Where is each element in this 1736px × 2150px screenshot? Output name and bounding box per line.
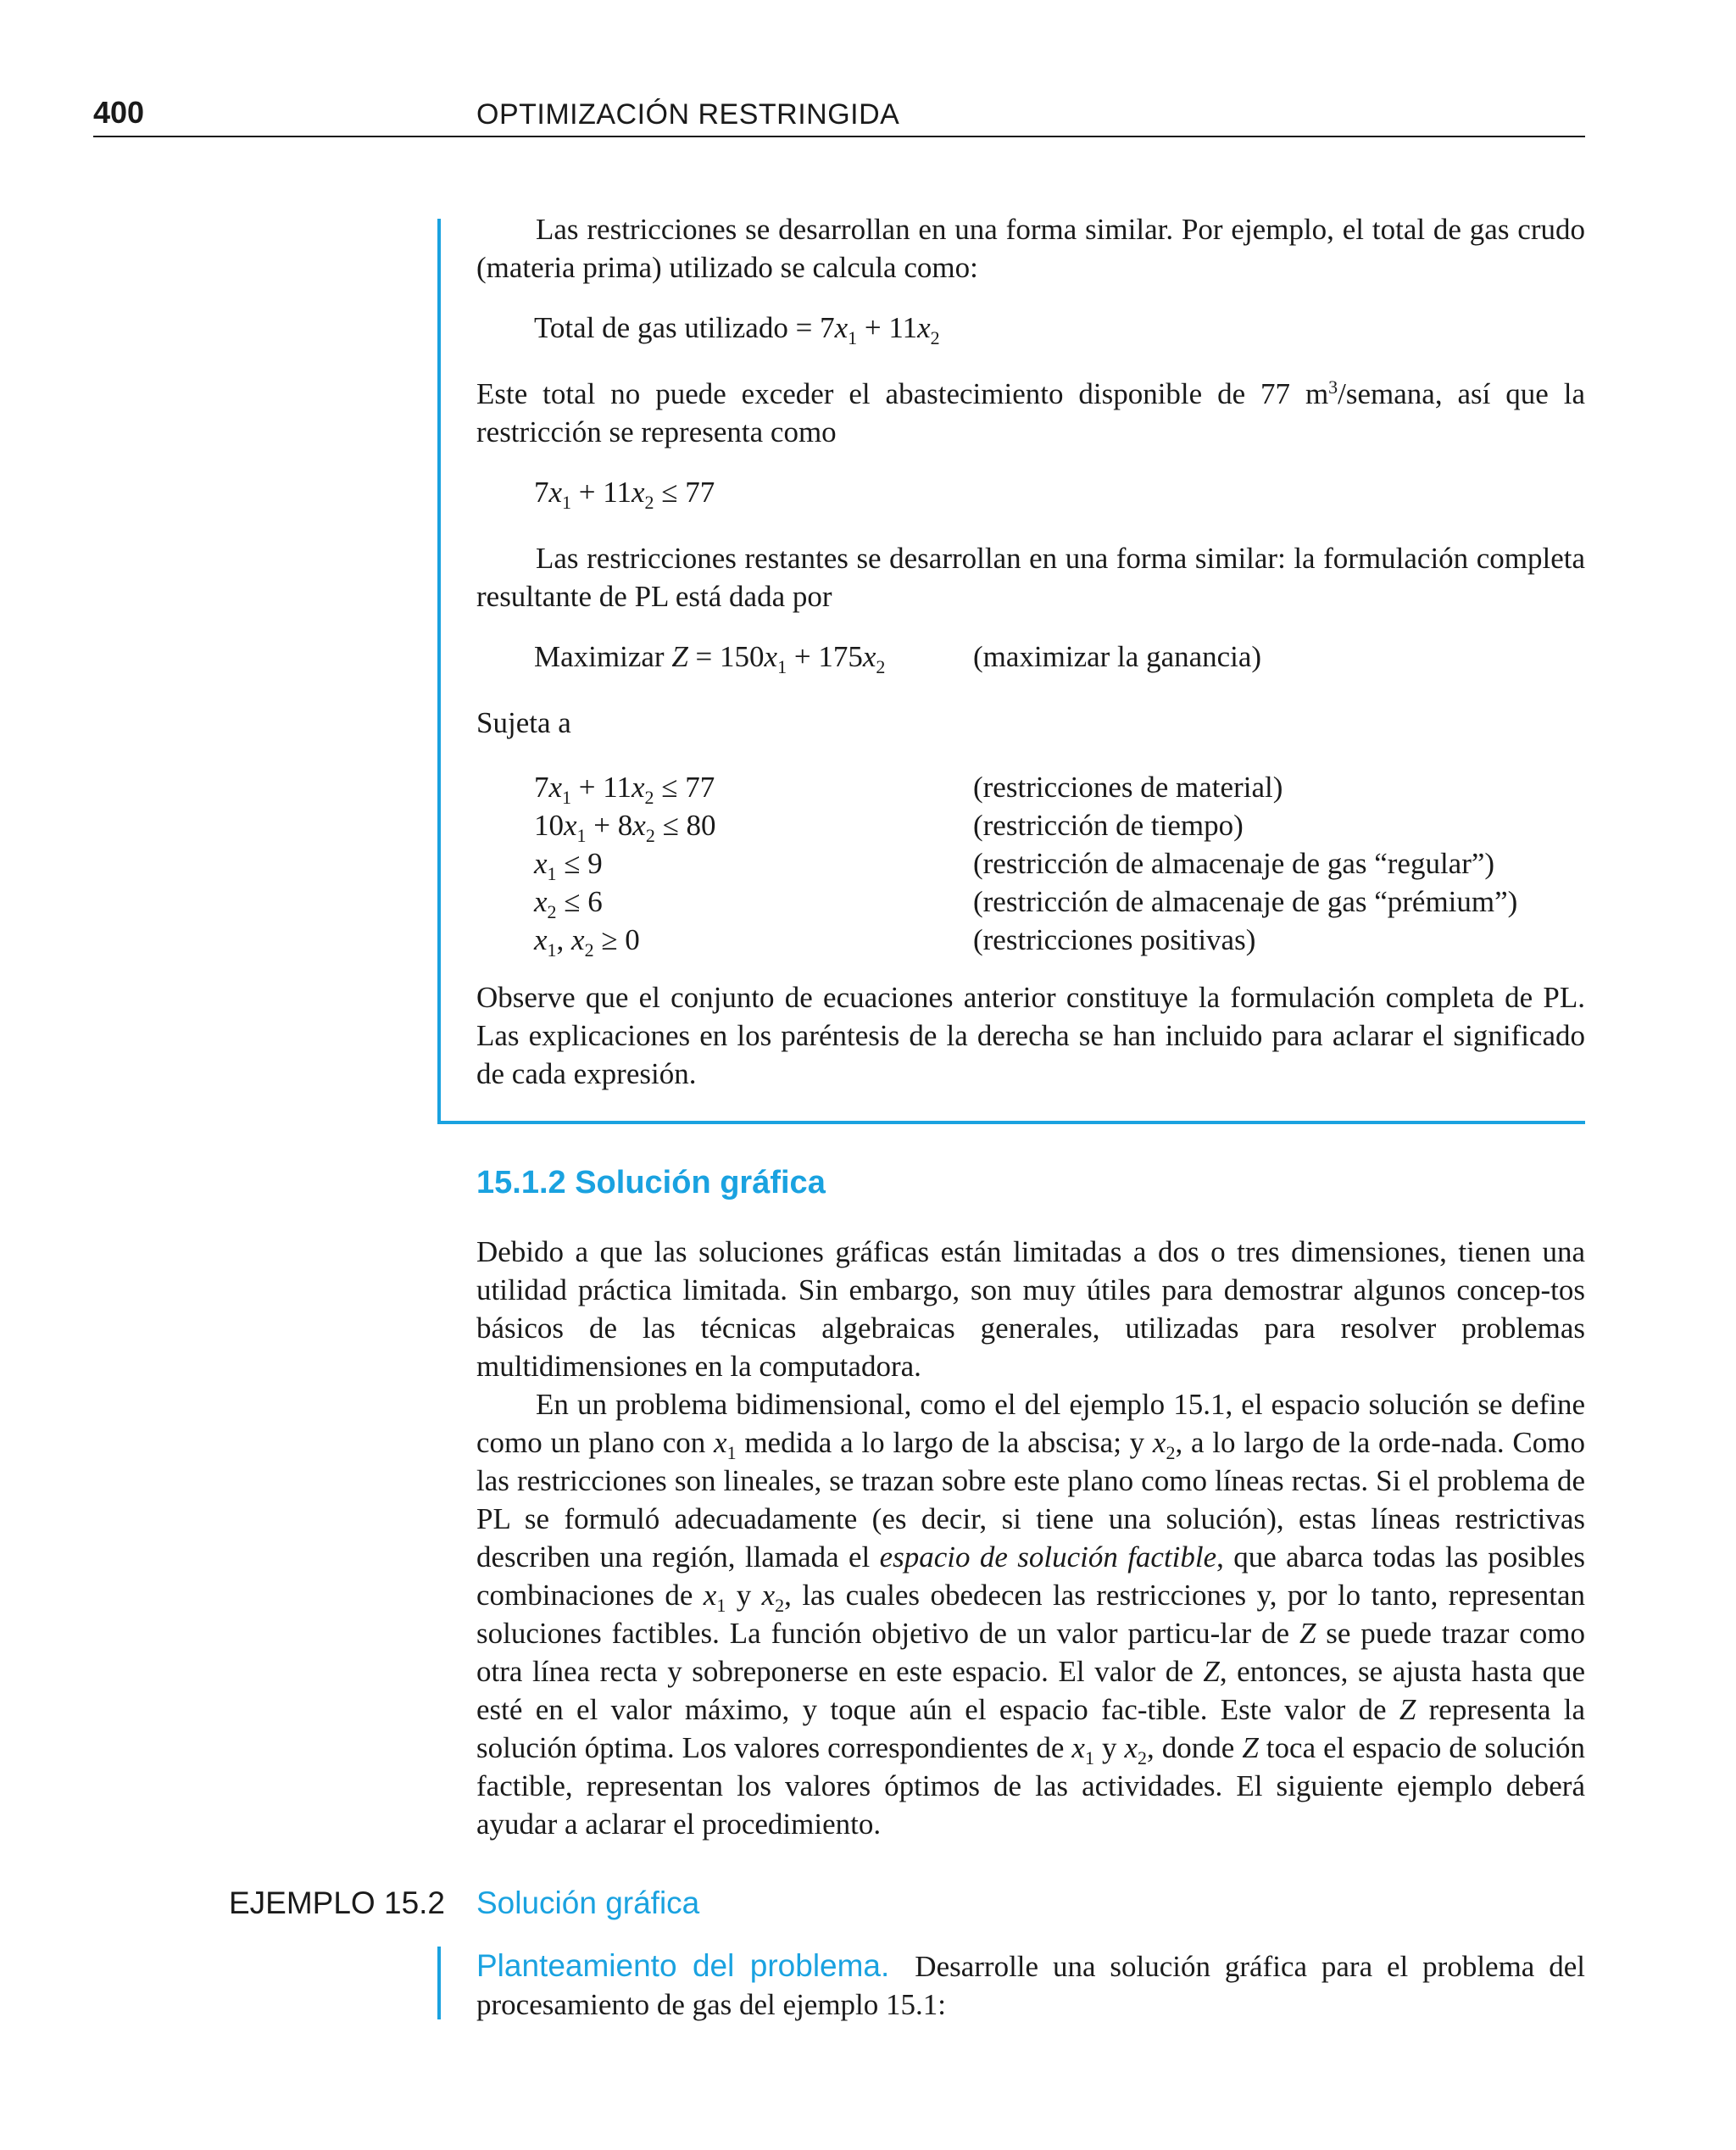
box-bottom-rule <box>437 1121 1585 1124</box>
example-rule <box>437 1947 441 2019</box>
constraint-regular-storage-note: (restricción de almacenaje de gas “regular”) <box>973 847 1495 880</box>
section-heading: 15.1.2 Solución gráfica <box>476 1165 826 1200</box>
constraint-material-note: (restricciones de material) <box>973 771 1283 804</box>
example-title: Solución gráfica <box>476 1885 700 1920</box>
objective-function: Maximizar $Z = 150x_1 + 175x_2$ <box>534 640 886 677</box>
box-paragraph-2: Este total no puede exceder el abastecimiento disponible de 77 $m^3$/semana, así que la restricción se representa como <box>476 376 1585 448</box>
box-paragraph-3: Las restricciones restantes se desarrollan en una forma similar: la formulación completa resultante de PL está dada por <box>476 542 1585 613</box>
example-problem-statement: Planteamiento del problema. Desarrolle una solución gráfica para el problema del procesamiento de gas del ejemplo 15.1: <box>476 1948 1585 2021</box>
box-left-rule <box>437 219 441 1124</box>
constraint-time: $10x_1 + 8x_2 \le 80$ <box>534 809 716 846</box>
box-paragraph-1: Las restricciones se desarrollan en una forma similar. Por ejemplo, el total de gas crudo (materia prima) utilizado se calcula como: <box>476 213 1585 284</box>
box-paragraph-4: Observe que el conjunto de ecuaciones anterior constituye la formulación completa de PL. Las explicaciones en los paréntesis de la derecha se han incluido para aclarar el significado de cada expresión. <box>476 981 1585 1090</box>
constraint-premium-storage-note: (restricción de almacenaje de gas “prémium”) <box>973 885 1518 918</box>
page-number: 400 <box>93 95 145 130</box>
example-label: EJEMPLO 15.2 <box>229 1885 446 1920</box>
header-rule <box>93 136 1585 137</box>
section-paragraph-2: En un problema bidimensional, como el del ejemplo 15.1, el espacio solución se define como un plano con $x_1$ medida a lo largo de la abscisa; y $x_2$, a lo largo de la orde-nada. Como las restricciones son lineales, se trazan sobre este plano como líneas rectas. Si el problema de PL se formuló adecuadamente (es decir, si tiene una solución), estas líneas restrictivas describen una región, llamada el espacio de solución factible, que abarca todas las posibles combinaciones de $x_1$ y $x_2$, las cuales obedecen las restricciones y, por lo tanto, representan soluciones factibles. La función objetivo de un valor particu-lar de Z se puede trazar como otra línea recta y sobreponerse en este espacio. El valor de Z, entonces, se ajusta hasta que esté en el valor máximo, y toque aún el espacio fac-tible. Este valor de Z representa la solución óptima. Los valores correspondientes de $x_1$ y $x_2$, donde Z toca el espacio de solución factible, representan los valores óptimos de las actividades. El siguiente ejemplo deberá ayudar a aclarar el procedimiento. <box>476 1388 1586 1841</box>
running-head: OPTIMIZACIÓN RESTRINGIDA <box>476 98 900 131</box>
constraint-positivity-note: (restricciones positivas) <box>973 923 1256 956</box>
equation-material-constraint: $7x_1 + 11x_2 \le 77$ <box>534 476 715 513</box>
constraint-premium-storage: $x_2 \le 6$ <box>534 885 603 922</box>
constraint-regular-storage: $x_1 \le 9$ <box>534 847 603 884</box>
equation-total-gas: Total de gas utilizado = $7x_1 + 11x_2$ <box>534 311 940 348</box>
section-paragraph-1: Debido a que las soluciones gráficas están limitadas a dos o tres dimensiones, tienen una utilidad práctica limitada. Sin embargo, son muy útiles para demostrar algunos concep-tos básicos de las técnicas algebraicas generales, utilizadas para resolver problemas multidimensiones en la computadora. <box>476 1235 1585 1383</box>
constraint-material: $7x_1 + 11x_2 \le 77$ <box>534 771 715 808</box>
subject-to-label: Sujeta a <box>476 706 571 739</box>
constraint-positivity: $x_1$, $x_2 \ge 0$ <box>534 923 640 961</box>
problem-statement-label: Planteamiento del problema. <box>476 1948 890 1983</box>
objective-note: (maximizar la ganancia) <box>973 640 1262 673</box>
constraint-time-note: (restricción de tiempo) <box>973 809 1244 842</box>
